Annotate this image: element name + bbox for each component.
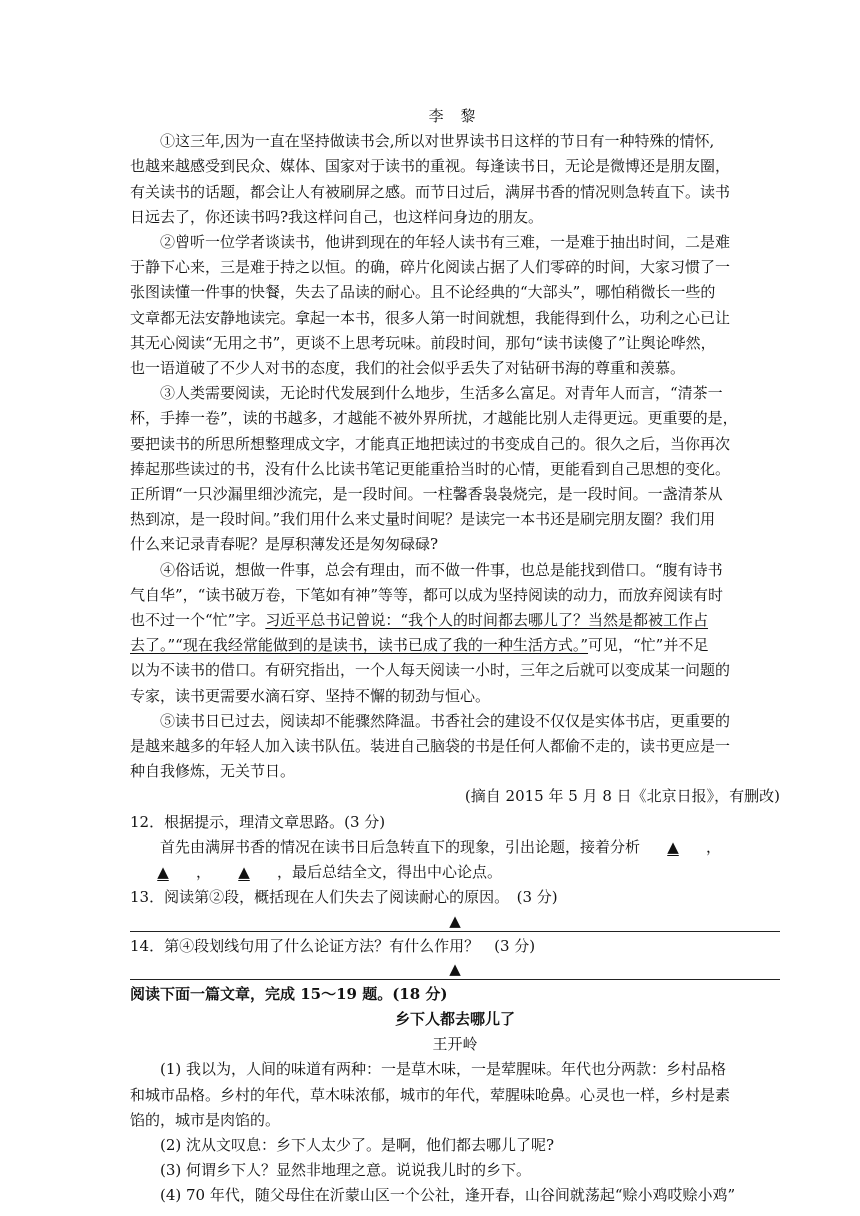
plain-text: 可见，“忙”并不足 bbox=[588, 636, 709, 655]
underlined-quote: 去了。”“现在我经常能做到的是读书，读书已成了我的一种生活方式。” bbox=[130, 636, 589, 655]
text-line: 什么来记录青春呢？是厚积薄发还是匆匆碌碌? bbox=[130, 535, 439, 554]
question-12-prompt-cont bbox=[130, 860, 780, 885]
answer-mark: ▲ bbox=[449, 911, 461, 930]
text-line: ②曾听一位学者谈读书，他讲到现在的年轻人读书有三难，一是难于抽出时间，二是难 bbox=[160, 233, 731, 252]
article-paragraph-2 bbox=[130, 1133, 780, 1158]
essay-paragraph-3 bbox=[130, 381, 780, 557]
source-citation: (摘自 2015 年 5 月 8 日《北京日报》，有删改) bbox=[464, 787, 780, 806]
text-line: 专家，读书更需要水滴石穿、坚持不懈的韧劲与恒心。 bbox=[130, 686, 491, 705]
underlined-quote: 习近平总书记曾说：“我个人的时间都去哪儿了？当然是都被工作占 bbox=[265, 611, 709, 630]
plain-text: 也不过一个“忙”字。 bbox=[130, 611, 266, 630]
article-paragraph-3 bbox=[130, 1158, 780, 1183]
answer-mark: ▲ bbox=[449, 959, 461, 978]
essay-paragraph-2 bbox=[130, 230, 780, 381]
question-14: 14．第④段划线句用了什么论证方法？有什么作用？ (3 分) bbox=[130, 936, 536, 955]
text-line: 有关读书的话题，都会让人有被刷屏之感。而节日过后，满屏书香的情况则急转直下。读书 bbox=[130, 182, 731, 201]
text-line: 正所谓“一只沙漏里细沙流完，是一段时间。一柱馨香袅袅烧完，是一段时间。一盏清茶从 bbox=[130, 485, 723, 504]
prompt-text: ，最后总结全文，得出中心论点。 bbox=[277, 863, 503, 882]
answer-area-13[interactable] bbox=[130, 911, 780, 931]
text-line: 馅的，城市是肉馅的。 bbox=[130, 1110, 281, 1129]
text-line: 要把读书的所思所想整理成文字，才能真正地把读过的书变成自己的。很久之后，当你再次 bbox=[130, 434, 731, 453]
text-line bbox=[130, 608, 780, 633]
article-author: 王开岭 bbox=[432, 1035, 478, 1054]
text-line: 以为不读书的借口。有研究指出，一个人每天阅读一小时，三年之后就可以变成某一问题的 bbox=[130, 661, 731, 680]
text-line bbox=[130, 633, 780, 658]
question-12-prompt bbox=[130, 835, 780, 860]
question-12: 12．根据提示，理清文章思路。(3 分) bbox=[130, 812, 386, 831]
text-line: (4) 70 年代，随父母住在沂蒙山区一个公社，逢开春，山谷间就荡起“赊小鸡哎赊小鸡” bbox=[160, 1186, 736, 1205]
answer-blank-2[interactable]: ▲ bbox=[157, 863, 169, 882]
text-line: 和城市品格。乡村的年代，草木味浓郁，城市的年代，荤腥味呛鼻。心灵也一样，乡村是素 bbox=[130, 1085, 731, 1104]
text-line: 其无心阅读“无用之书”，更谈不上思考玩味。前段时间，那句“读书读傻了”让舆论哗然， bbox=[130, 333, 716, 352]
exam-page bbox=[130, 104, 780, 1209]
essay-paragraph-5 bbox=[130, 709, 780, 785]
text-line: ③人类需要阅读，无论时代发展到什么地步，生活多么富足。对青年人而言，“清茶一 bbox=[160, 384, 723, 403]
text-line: 种自我修炼，无关节日。 bbox=[130, 762, 296, 781]
text-line: (3) 何谓乡下人？显然非地理之意。说说我儿时的乡下。 bbox=[160, 1161, 532, 1180]
punct: ， bbox=[706, 837, 722, 856]
text-line: 杯，手捧一卷”，读的书越多，才越能不被外界所扰，才越能比别人走得更远。更重要的是， bbox=[130, 409, 738, 428]
answer-line bbox=[130, 931, 780, 932]
text-line: 也一语道破了不少人对书的态度，我们的社会似乎丢失了对钻研书海的尊重和羡慕。 bbox=[130, 359, 686, 378]
text-line: (2) 沈从文叹息：乡下人太少了。是啊，他们都去哪儿了呢? bbox=[160, 1135, 555, 1154]
essay-paragraph-1 bbox=[130, 129, 780, 230]
text-line: 文章都无法安静地读完。拿起一本书，很多人第一时间就想，我能得到什么，功利之心已让 bbox=[130, 308, 731, 327]
answer-blank-3[interactable]: ▲ bbox=[238, 863, 250, 882]
question-13: 13．阅读第②段，概括现在人们失去了阅读耐心的原因。 (3 分) bbox=[130, 888, 558, 907]
section-instruction: 阅读下面一篇文章，完成 15～19 题。(18 分) bbox=[130, 984, 448, 1003]
answer-line bbox=[130, 979, 780, 980]
essay-author: 李 黎 bbox=[428, 107, 482, 125]
text-line: 是越来越多的年轻人加入读书队伍。装进自己脑袋的书是任何人都偷不走的，读书更应是一 bbox=[130, 737, 731, 756]
text-line: 日远去了，你还读书吗?我这样问自己，也这样问身边的朋友。 bbox=[130, 207, 544, 226]
text-line: ④俗话说，想做一件事，总会有理由，而不做一件事，也总是能找到借口。“腹有诗书 bbox=[160, 560, 723, 579]
punct: ， bbox=[196, 863, 212, 882]
text-line: 张图读懂一件事的快餐，失去了品读的耐心。且不论经典的“大部头”，哪怕稍微长一些的 bbox=[130, 283, 716, 302]
article-paragraph-1 bbox=[130, 1057, 780, 1133]
prompt-text: 首先由满屏书香的情况在读书日后急转直下的现象，引出论题，接着分析 bbox=[160, 837, 641, 856]
text-line: 捧起那些读过的书，没有什么比读书笔记更能重拾当时的心情，更能看到自己思想的变化。 bbox=[130, 459, 731, 478]
essay-paragraph-4 bbox=[130, 558, 780, 709]
text-line: 热到凉，是一段时间。”我们用什么来丈量时间呢？是读完一本书还是刷完朋友圈？我们用 bbox=[130, 510, 716, 529]
text-line: 也越来越感受到民众、媒体、国家对于读书的重视。每逢读书日，无论是微博还是朋友圈， bbox=[130, 157, 731, 176]
article-paragraph-4 bbox=[130, 1183, 780, 1208]
text-line: ⑤读书日已过去，阅读却不能骤然降温。书香社会的建设不仅仅是实体书店，更重要的 bbox=[160, 711, 731, 730]
text-line: ①这三年,因为一直在坚持做读书会,所以对世界读书日这样的节日有一种特殊的情怀, bbox=[160, 132, 715, 151]
answer-area-14[interactable] bbox=[130, 959, 780, 979]
answer-blank-1[interactable]: ▲ bbox=[667, 837, 679, 856]
article-title: 乡下人都去哪儿了 bbox=[394, 1009, 515, 1028]
text-line: 于静下心来，三是难于持之以恒。的确，碎片化阅读占据了人们零碎的时间，大家习惯了一 bbox=[130, 258, 731, 277]
text-line: (1) 我以为，人间的味道有两种：一是草木味，一是荤腥味。年代也分两款：乡村品格 bbox=[160, 1060, 727, 1079]
text-line: 气自华”，“读书破万卷，下笔如有神”等等，都可以成为坚持阅读的动力，而放弃阅读有时 bbox=[130, 585, 724, 604]
